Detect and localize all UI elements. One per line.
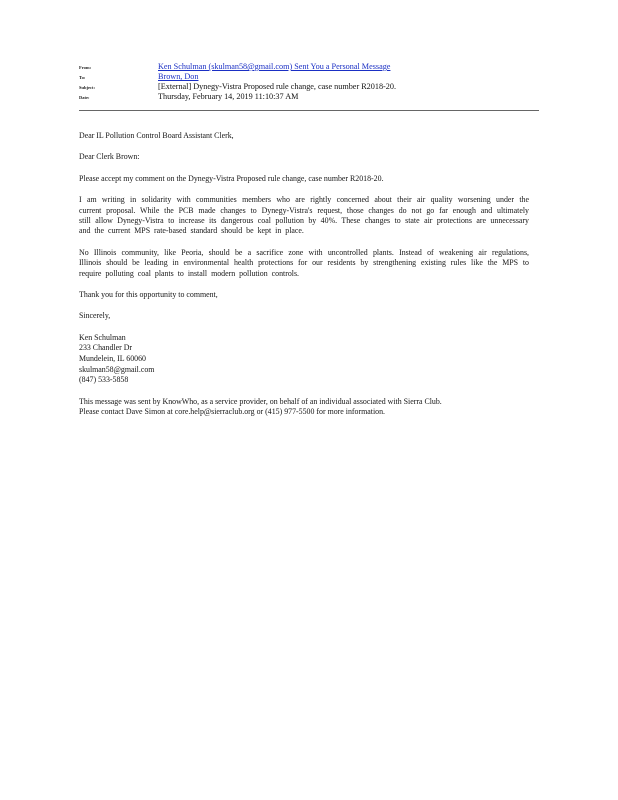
footer-notice-line2: Please contact Dave Simon at core.help@sierraclub.org or (415) 977-5500 for more information.: [79, 407, 385, 417]
solidarity-paragraph: I am writing in solidarity with communities members who are rightly concerned about their air quality worsening under the current proposal. While the PCB made changes to Dynegy-Vistra's request, those changes do not go far enough and ultimately still allow Dynegy-Vistra to increase its dangerous coal pollution by 40%. These changes to state air protections are unnecessary and the current MPS rate-based standard should be kept in place.: [79, 195, 529, 236]
subject-label: Subject:: [79, 85, 95, 90]
from-label: From:: [79, 65, 92, 70]
to-label: To:: [79, 75, 86, 80]
subject-row: [79, 82, 539, 92]
signature-block: [79, 333, 529, 386]
greeting-brown: Dear Clerk Brown:: [79, 152, 140, 162]
signature-phone: (847) 533-5858: [79, 375, 129, 385]
from-sender-link[interactable]: Ken Schulman (skulman58@gmail.com) Sent You a Personal Message: [158, 62, 391, 71]
to-row: [79, 72, 539, 82]
comment-intro-paragraph: Please accept my comment on the Dynegy-Vistra Proposed rule change, case number R2018-20.: [79, 173, 384, 183]
date-row: [79, 92, 539, 102]
email-header: [79, 62, 539, 102]
thank-you-line: Thank you for this opportunity to comment,: [79, 290, 218, 300]
date-label: Date:: [79, 95, 90, 100]
signature-city: Mundelein, IL 60060: [79, 354, 146, 364]
to-recipient-link[interactable]: Brown, Don: [158, 72, 199, 81]
subject-value: [External] Dynegy-Vistra Proposed rule change, case number R2018-20.: [158, 82, 397, 91]
footer-notice: [79, 397, 529, 418]
date-value: Thursday, February 14, 2019 11:10:37 AM: [158, 92, 299, 101]
header-divider: [79, 110, 539, 111]
signature-street: 233 Chandler Dr: [79, 343, 133, 353]
greeting-clerk: Dear IL Pollution Control Board Assistant Clerk,: [79, 131, 234, 140]
signature-email: skulman58@gmail.com: [79, 364, 155, 374]
sacrifice-zone-paragraph: No Illinois community, like Peoria, should be a sacrifice zone with uncontrolled plants. Instead of weakening air regulations, Illinois should be leading in environmental health protections for our residents by strengthening existing rules like the MPS to require polluting coal plants to install modern pollution controls.: [79, 247, 529, 278]
closing-line: Sincerely,: [79, 311, 111, 321]
email-body: [79, 131, 529, 429]
signature-name: Ken Schulman: [79, 332, 126, 342]
footer-notice-line1: This message was sent by KnowWho, as a service provider, on behalf of an individual associated with Sierra Club.: [79, 396, 442, 406]
from-row: [79, 62, 539, 72]
